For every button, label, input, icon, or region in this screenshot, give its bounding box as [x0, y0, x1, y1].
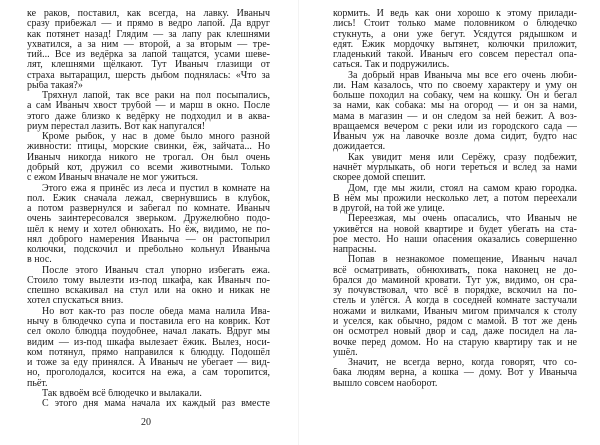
text-line: Этого ежа я принёс из леса и пустил в комнате на: [42, 183, 270, 194]
paragraph: [333, 153, 577, 184]
text-line: пьёт.: [27, 378, 48, 389]
left-page-text: [27, 9, 270, 409]
paragraph: [333, 358, 577, 389]
text-line: за нами, как собака: мы на огород — и он за нами,: [333, 101, 577, 112]
text-line: напрасны.: [333, 245, 377, 256]
text-line: спешно вскакивал на стул или на окно и никак не: [27, 286, 270, 297]
text-line: пол. Ежик сначала лежал, свернувшись в клубок,: [27, 193, 270, 204]
text-line: Значит, не всегда верно, когда говорят, что со-: [348, 358, 577, 369]
text-line: Дом, где мы жили, стоял на самом краю городка.: [348, 183, 577, 194]
text-line: Так вдвоём всё блюдечко и вылакали.: [42, 388, 202, 399]
text-line: а сам Иваныч хвост трубой — и марш в окно. После: [27, 101, 270, 112]
text-line: саться. Так и подружились.: [333, 60, 450, 71]
text-line: добрый кот, дружил со всеми животными. Только: [27, 162, 270, 173]
text-line: едят. Ежик мордочку вытянет, колючки приложит,: [333, 39, 577, 50]
page-gutter: [298, 0, 299, 445]
text-line: очень заинтересовался зверьком. Дружелюбно подо-: [27, 214, 270, 225]
paragraph: [27, 184, 270, 266]
text-line: рыба такая?»: [27, 80, 83, 91]
text-line: живности: птицы, морские свинки, ёж, зайчата... Но: [27, 142, 270, 153]
text-line: рое место. Но наши опасения оказались совершенно: [333, 234, 577, 245]
text-line: стукнуть, а они уже бегут. Усядутся рядышком и: [333, 29, 577, 40]
text-line: ке раков, поставил, как всегда, на лавку. Иваныч: [27, 9, 270, 19]
text-line: ушёл.: [333, 347, 358, 358]
text-line: сразу прибежал — и прямо в ведро лапой. Да вдруг: [27, 19, 270, 30]
text-line: лись! Сто́ит только маме половником о блюдечко: [333, 19, 577, 30]
text-line: С этого дня мама начала их каждый раз вместе: [42, 399, 270, 410]
text-line: видим — из-под шкафа вылезает ёжик. Вылез, носи-: [27, 337, 270, 348]
text-line: уживётся на новой квартире и будет убегать на ста-: [333, 224, 577, 235]
paragraph: [333, 71, 577, 153]
paragraph: [333, 255, 577, 358]
text-line: Но вот как-то раз после обеда мама налила Ива-: [42, 306, 270, 317]
text-line: брался до маминой кровати. Тут уж, видимо, он сра-: [333, 275, 577, 286]
text-line: хотел спускаться вниз.: [27, 296, 124, 307]
text-line: как потянет назад! Глядим — за лапу рак клешнями: [27, 29, 270, 40]
text-line: Переезжая, мы очень опасались, что Иваныч не: [348, 214, 577, 225]
text-line: В нём мы прожили несколько лет, а потом переехали: [333, 193, 577, 204]
text-line: он осмотрел новый двор и сад, даже посидел на ла-: [333, 327, 577, 338]
text-line: ножами и вилками, Иваныч мигом примчался к столу: [333, 306, 577, 317]
text-line: скорее домой спешит.: [333, 173, 426, 184]
text-line: шёл к нему и хотел обнюхать. Но ёж, видимо, не по-: [27, 224, 270, 235]
text-line: вышло совсем наоборот.: [333, 378, 438, 389]
text-line: страха вытаращил, шерсть дыбом поднялась: «Что за: [27, 70, 270, 81]
text-line: Тряхнул лапой, так все раки на пол посыпались,: [42, 91, 270, 102]
text-line: За добрый нрав Иваныча мы все его очень люби-: [348, 70, 577, 81]
text-line: Кроме рыбок, у нас в доме было много разной: [42, 132, 270, 143]
text-line: ком потянул, прямо направился к блюдцу. Подошёл: [27, 347, 270, 358]
text-line: дожидается.: [333, 142, 386, 153]
text-line: лят, клешнями щёлкают. Тут Иваныч глазищи от: [27, 60, 270, 71]
text-line: начнёт мурлыкать, об ноги тереться и вслед за нами: [333, 162, 577, 173]
text-line: а потом развернулся и забегал по комнате. Иваныч: [27, 204, 270, 215]
text-line: ухватился, а за ним — второй, а за вторым — тре-: [27, 39, 270, 50]
text-line: но, проголодался, косится на ежа, а сам торопится,: [27, 368, 270, 379]
text-line: стель и улёгся. А когда в соседней комнате застучали: [333, 296, 577, 307]
text-line: зу почувствовал, что всё в порядке, вскочил на по-: [333, 286, 577, 297]
text-line: После этого Иваныч стал упорно избегать ежа.: [42, 265, 270, 276]
text-line: всё осматривать, обнюхивать, пока наконец не до-: [333, 265, 577, 276]
text-line: мама в магазин — и он следом за ней бежит. А воз-: [333, 111, 577, 122]
paragraph: [27, 132, 270, 183]
text-line: нял доброго намерения Иваныча — он растопырил: [27, 234, 270, 245]
paragraph: [333, 9, 577, 71]
text-line: кормить. И ведь как они хорошо к этому прилади-: [333, 9, 577, 19]
text-line: колючки, подскочил и пребольно кольнул Иваныча: [27, 245, 270, 256]
page-number: 20: [141, 417, 151, 428]
text-line: в другой, на той же улице.: [333, 204, 445, 215]
text-line: Стоило тому вылезти из-под шкафа, как Иваныч по-: [27, 275, 270, 286]
text-line: Иваныч никогда никого не трогал. Он был очень: [27, 152, 270, 163]
text-line: в нос.: [27, 255, 52, 266]
text-line: гладенький такой. Иваныч его совсем перестал опа-: [333, 50, 577, 61]
text-line: и тоже за еду принялся. А Иваныч не убегает — вид-: [27, 358, 270, 369]
text-line: риум перестал лазить. Вот как напугался!: [27, 121, 206, 132]
text-line: Попав в незнакомое помещение, Иваныч начал: [348, 255, 577, 266]
paragraph: [27, 9, 270, 91]
text-line: больше походил на собаку, чем на кошку. Он и бегал: [333, 91, 577, 102]
paragraph: [27, 266, 270, 307]
text-line: Иваныч уж на лавочке возле дома сидит, будто нас: [333, 132, 577, 143]
right-page-text: [333, 9, 577, 389]
text-line: бака людям верна, а кошка — дому. Вот у Иваныча: [333, 368, 577, 379]
paragraph: [27, 389, 270, 399]
text-line: и уселся, как обычно, рядом с мамой. В тот же день: [333, 316, 577, 327]
text-line: с ежом Иваныч вначале не мог ужиться.: [27, 173, 198, 184]
text-line: сел около блюдца поудобнее, начал лакать. Вдруг мы: [27, 327, 270, 338]
text-line: ли. Нам казалось, что по своему характеру и уму он: [333, 80, 577, 91]
text-line: тий... Все из ведёрка за лапой тащатся, усами шеве-: [27, 50, 270, 61]
paragraph: [27, 399, 270, 409]
text-line: нычу в блюдечко супа и поставила его на коврик. Кот: [27, 316, 270, 327]
text-line: вочке перед домом. Но на старую квартиру так и не: [333, 337, 577, 348]
paragraph: [333, 184, 577, 215]
paragraph: [27, 91, 270, 132]
paragraph: [27, 307, 270, 389]
paragraph: [333, 214, 577, 255]
text-line: Как увидит меня или Серёжу, сразу подбежит,: [348, 152, 577, 163]
text-line: этого даже близко к ведёрку не подходил и в аква-: [27, 111, 270, 122]
text-line: вращаемся вечером с реки или из городского сада —: [333, 121, 577, 132]
